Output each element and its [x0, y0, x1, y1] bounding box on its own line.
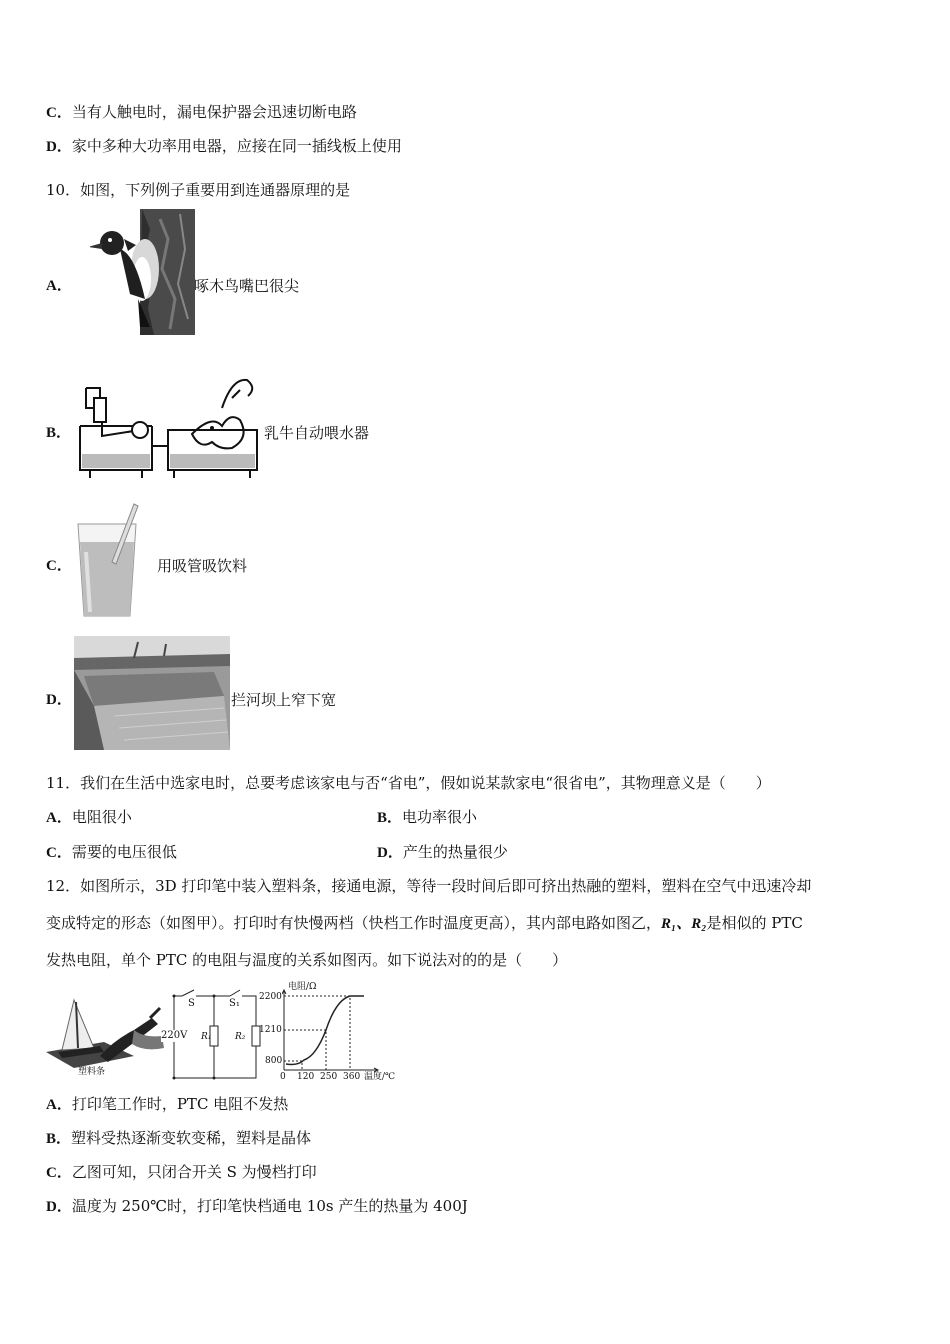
stem-text: 变成特定的形态（如图甲）。打印时有快慢两档（快档工作时温度更高），其内部电路如图乙，: [46, 914, 662, 932]
straw-drink-image: [74, 502, 156, 618]
graph-xtick-250: 250: [320, 1072, 338, 1082]
fig-pen-label: 塑料条: [78, 1067, 106, 1077]
q10-option-d-label: D．: [46, 692, 72, 708]
stem-text: 是相似的 PTC: [706, 914, 803, 932]
option-label: C．: [46, 845, 72, 861]
fig-voltage: 220V: [161, 1030, 188, 1041]
3d-pen-figure: [44, 990, 168, 1082]
q12-option-a: [46, 1094, 288, 1115]
fig-switch-s1: S₁: [229, 998, 240, 1009]
ptc-resistance-graph: [282, 986, 406, 1082]
option-label: A．: [46, 810, 72, 826]
q9-option-c: [46, 102, 357, 123]
graph-ytick-1210: 1210: [259, 1025, 282, 1035]
fig-r2: R₂: [235, 1032, 246, 1042]
option-text: 家中多种大功率用电器，应接在同一插线板上使用: [71, 137, 402, 155]
graph-ylabel: 电阻/Ω: [288, 982, 317, 992]
q10-option-a-caption: 啄木鸟嘴巴很尖: [194, 277, 300, 295]
q11-stem: 11．我们在生活中选家电时，总要考虑该家电与否“省电”，假如说某款家电“很省电”，其物理意义是（ ）: [46, 774, 771, 792]
q10-option-c-caption: 用吸管吸饮料: [157, 557, 248, 575]
q10-option-a-label: A．: [46, 278, 72, 294]
graph-xtick-120: 120: [297, 1072, 315, 1082]
q12-stem-line3: 发热电阻，单个 PTC 的电阻与温度的关系如图丙。如下说法对的的是（ ）: [46, 951, 568, 969]
q10-option-d-caption: 拦河坝上窄下宽: [231, 691, 337, 709]
option-text: 需要的电压很低: [71, 843, 177, 861]
option-label: C．: [46, 1165, 72, 1181]
graph-xlabel: 温度/℃: [364, 1072, 396, 1082]
graph-ytick-800: 800: [265, 1056, 283, 1066]
option-text: 塑料受热逐渐变软变稀，塑料是晶体: [71, 1129, 312, 1147]
graph-xtick-0: 0: [280, 1072, 286, 1082]
option-label: D．: [46, 139, 72, 155]
q12-stem-line2: [46, 913, 803, 934]
q12-option-d: [46, 1196, 468, 1217]
q11-option-b: [377, 807, 477, 828]
option-text: 温度为 250℃时，打印笔快档通电 10s 产生的热量为 400J: [71, 1197, 468, 1215]
option-label: C．: [46, 105, 72, 121]
option-label: B．: [377, 810, 403, 826]
fig-r1: R₁: [201, 1032, 212, 1042]
q11-option-d: [377, 842, 508, 863]
q12-option-b: [46, 1128, 311, 1149]
woodpecker-image: [90, 209, 195, 335]
q9-option-d: [46, 136, 402, 157]
option-label: A．: [46, 1097, 72, 1113]
q10-stem: 10．如图，下列例子重要用到连通器原理的是: [46, 181, 351, 199]
option-label: D．: [46, 1199, 72, 1215]
q11-option-c: [46, 842, 177, 863]
option-text: 产生的热量很少: [402, 843, 508, 861]
graph-xtick-360: 360: [343, 1072, 361, 1082]
dam-image: [74, 636, 230, 750]
option-text: 乙图可知，只闭合开关 S 为慢档打印: [71, 1163, 317, 1181]
q12-option-c: [46, 1162, 317, 1183]
option-label: B．: [46, 1131, 72, 1147]
q10-option-b-label: B．: [46, 425, 72, 441]
q11-option-a: [46, 807, 132, 828]
option-text: 打印笔工作时，PTC 电阻不发热: [71, 1095, 289, 1113]
q10-option-c-label: C．: [46, 558, 72, 574]
option-label: D．: [377, 845, 403, 861]
stem-resistors: R₁、R₂: [661, 916, 707, 932]
option-text: 电阻很小: [71, 808, 132, 826]
option-text: 当有人触电时，漏电保护器会迅速切断电路: [71, 103, 357, 121]
option-text: 电功率很小: [402, 808, 478, 826]
graph-ytick-2200: 2200: [259, 992, 282, 1002]
q12-stem-line1: 12．如图所示，3D 打印笔中装入塑料条，接通电源，等待一段时间后即可挤出热融的塑料，塑料在空气中迅速冷却: [46, 877, 812, 895]
cow-waterer-image: [72, 368, 262, 480]
q10-option-b-caption: 乳牛自动喂水器: [264, 424, 370, 442]
fig-switch-s: S: [188, 998, 195, 1009]
